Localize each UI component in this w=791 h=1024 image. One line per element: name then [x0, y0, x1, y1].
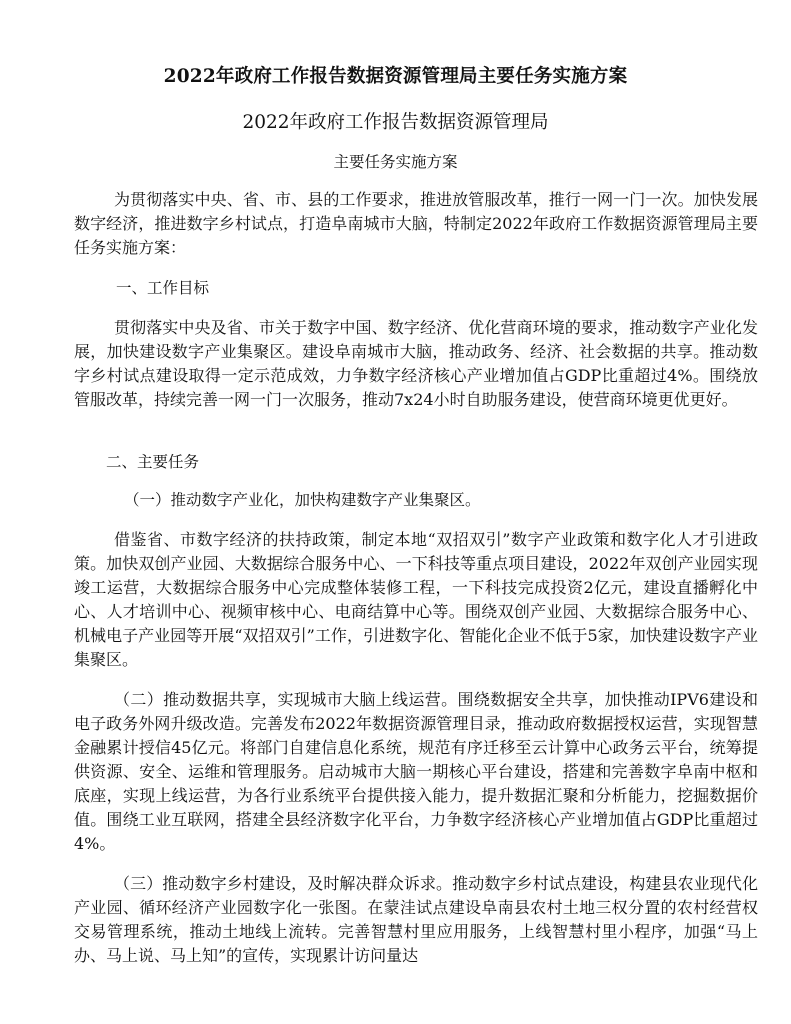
section1-paragraph: 贯彻落实中央及省、市关于数字中国、数字经济、优化营商环境的要求，推动数字产业化发展，加快建设数字产业集聚区。建设阜南城市大脑，推动政务、经济、社会数据的共享。推动数字乡村试点建设取得一定示范成效，力争数字经济核心产业增加值占GDP比重超过4%。围绕放管服改革，持续完善一网一门一次服务，推动7x24小时自助服务建设，使营商环境更优更好。 [74, 318, 758, 409]
task2-paragraph: （二）推动数据共享，实现城市大脑上线运营。围绕数据安全共享，加快推动IPV6建设和电子政务外网升级改造。完善发布2022年数据资源管理目录，推动政府数据授权运营，实现智慧金融累计授信45亿元。将部门自建信息化系统，规范有序迁移至云计算中心政务云平台，统筹提供资源、安全、运维和管理服务。启动城市大脑一期核心平台建设，搭建和完善数字阜南中枢和底座，实现上线运营，为各行业系统平台提供接入能力，提升数据汇聚和分析能力，挖掘数据价值。围绕工业互联网，搭建全县经济数字化平台，力争数字经济核心产业增加值占GDP比重超过4%。 [74, 690, 758, 853]
task1-heading: （一）推动数字产业化，加快构建数字产业集聚区。 [124, 491, 481, 509]
task3-paragraph: （三）推动数字乡村建设，及时解决群众诉求。推动数字乡村试点建设，构建县农业现代化产业园、循环经济产业园数字化一张图。在蒙洼试点建设阜南县农村土地三权分置的农村经营权交易管理系统，推动土地线上流转。完善智慧村里应用服务，上线智慧村里小程序，加强“马上办、马上说、马上知”的宣传，实现累计访问量达 [74, 874, 758, 965]
subtitle-line1: 2022年政府工作报告数据资源管理局 [242, 112, 549, 133]
task1-paragraph: 借鉴省、市数字经济的扶持政策，制定本地“双招双引”数字产业政策和数字化人才引进政策。加快双创产业园、大数据综合服务中心、一下科技等重点项目建设，2022年双创产业园实现竣工运营，大数据综合服务中心完成整体装修工程，一下科技完成投资2亿元，建设直播孵化中心、人才培训中心、视频审核中心、电商结算中心等。围绕双创产业园、大数据综合服务中心、机械电子产业园等开展“双招双引”工作，引进数字化、智能化企业不低于5家，加快建设数字产业集聚区。 [74, 530, 758, 669]
document-title: 2022年政府工作报告数据资源管理局主要任务实施方案 [163, 66, 628, 87]
section1-heading: 一、工作目标 [116, 279, 210, 297]
section2-heading: 二、主要任务 [106, 453, 200, 471]
subtitle-line2: 主要任务实施方案 [333, 153, 458, 171]
intro-paragraph: 为贯彻落实中央、省、市、县的工作要求，推进放管服改革，推行一网一门一次。加快发展数字经济，推进数字乡村试点，打造阜南城市大脑，特制定2022年政府工作数据资源管理局主要任务实施方案： [74, 190, 758, 257]
